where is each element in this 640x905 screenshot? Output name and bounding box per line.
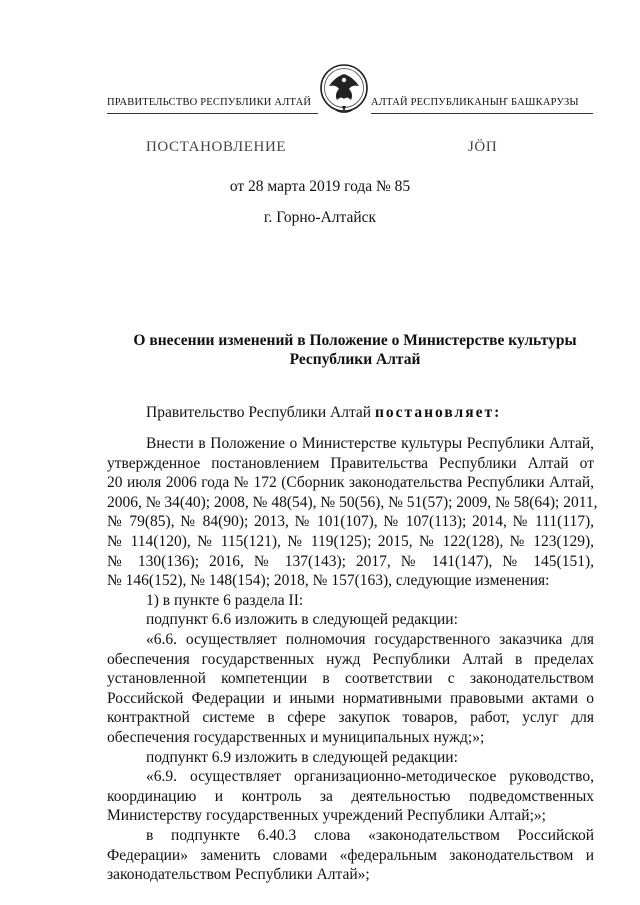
body-line: Внести в Положение о Министерстве культуры Республики Алтай, [146,435,594,452]
body-line: № 146(152), № 148(154); 2018, № 157(163), следующие изменения: [107,572,550,590]
body-paragraph-6-6 [107,650,594,748]
document-title [120,331,590,369]
decree-subject: Правительство Республики Алтай [146,404,372,421]
header-rule-right [371,113,593,114]
body-item-6-40-3 [146,826,594,846]
document-type-alt: ЈӦП [468,139,498,155]
body-paragraph-6-40-3 [107,846,594,885]
document-city: г. Горно-Алтайск [263,209,377,226]
body-line: законодательством Республики Алтай»; [107,866,370,884]
body-line: координацию и контроль за деятельностью подведомственных [107,787,594,805]
body-line: подпункт 6.6 изложить в следующей редакции: [146,611,458,629]
government-name-alt: АЛТАЙ РЕСПУБЛИКАНЫҤ БАШКАРУЗЫ [371,97,579,108]
body-line: подпункт 6.9 изложить в следующей редакции: [146,748,458,766]
body-line: № 130(136); 2016, № 137(143); 2017, № 141(147), № 145(151), [107,552,594,570]
document-date: от 28 марта 2019 года № 85 [229,178,411,195]
decree-statement [146,404,501,422]
body-line: обеспечения государственных и муниципальных нужд;»; [107,728,485,746]
body-line: установленной компетенции в соответствии с законодательством [107,670,594,688]
body-line: «6.9. осуществляет организационно-методическое руководство, [146,768,594,786]
document-type-ru: ПОСТАНОВЛЕНИЕ [146,139,287,155]
body-line: утвержденное постановлением Правительства Республики Алтай от [107,454,594,472]
body-line: 1) в пункте 6 раздела II: [146,591,304,609]
body-paragraph-1-cont [107,454,598,591]
government-name-ru: ПРАВИТЕЛЬСТВО РЕСПУБЛИКИ АЛТАЙ [107,97,312,108]
body-paragraph-6-9 [107,787,594,826]
body-items [146,591,594,650]
body-line: 2006, № 34(40); 2008, № 48(54), № 50(56), № 51(57); 2009, № 58(64); 2011, [107,493,598,511]
body-item-6-9 [146,748,594,787]
coat-of-arms-emblem [318,62,370,118]
decree-verb: постановляет: [374,404,502,421]
body-line: Министерству государственных учреждений Республики Алтай;»; [107,807,546,825]
body-line: № 114(120), № 115(121), № 119(125); 2015, № 122(128), № 123(129), [107,532,594,550]
body-line: контрактной системе в сфере закупок товаров, работ, услуг для [107,709,594,727]
title-line: О внесении изменений в Положение о Министерстве культуры [133,332,577,349]
body-line: 20 июля 2006 года № 172 (Сборник законодательства Республики Алтай, [107,474,594,492]
body-line: Российской Федерации и иными нормативными правовыми актами о [107,689,594,707]
body-paragraph-1 [146,434,594,454]
body-line: обеспечения государственных нужд Республики Алтай в пределах [107,650,594,668]
body-line: в подпункте 6.40.3 слова «законодательством Российской [146,827,594,844]
body-line: Федерации» заменить словами «федеральным законодательством и [107,846,594,864]
header-rule-left [107,113,318,114]
body-line: № 79(85), № 84(90); 2013, № 101(107), № 107(113); 2014, № 111(117), [107,513,594,531]
body-line: «6.6. осуществляет полномочия государственного заказчика для [146,630,594,648]
title-line: Республики Алтай [289,351,421,368]
